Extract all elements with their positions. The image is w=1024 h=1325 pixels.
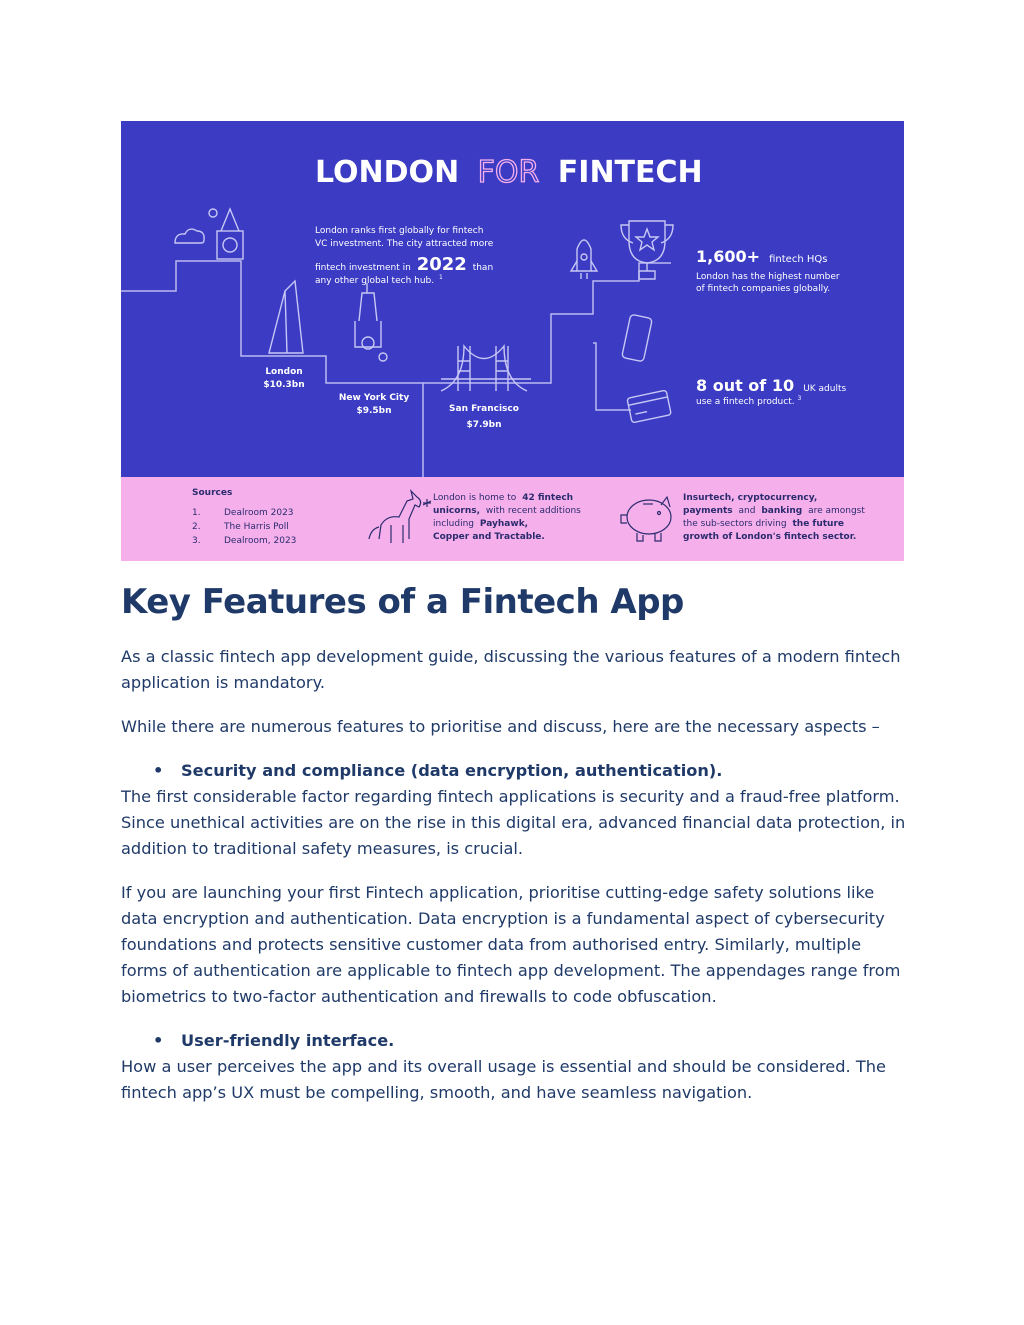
article-paragraph-1: As a classic fintech app development guide, discussing the various features of a modern fintech application is mandatory. bbox=[121, 647, 901, 692]
intro-line-2: VC investment. The city attracted more bbox=[315, 239, 494, 249]
intro-year: 2022 bbox=[416, 254, 467, 275]
intro-line-1: London ranks first globally for fintech bbox=[315, 226, 484, 236]
article-paragraph-5: How a user perceives the app and its overall usage is essential and should be considered. The fintech app’s UX must be compelling, smooth, and have seamless navigation. bbox=[121, 1057, 886, 1102]
hq-desc-1: London has the highest number bbox=[696, 272, 840, 282]
unicorn-text-6: Payhawk, bbox=[479, 519, 529, 529]
sources-title: Sources bbox=[192, 488, 233, 498]
svg-text:unicorns, with recent ad bbox=[433, 506, 581, 516]
svg-text:any other global tech hub. bbox=[315, 274, 443, 286]
intro-line-than: than bbox=[472, 263, 494, 273]
city-value-new-york: $9.5bn bbox=[356, 406, 392, 416]
source-num-1: 1. bbox=[192, 508, 201, 518]
adults-number: 8 out of 10 bbox=[696, 376, 795, 395]
adults-label: UK adults bbox=[803, 384, 847, 394]
city-name-new-york: New York City bbox=[338, 393, 410, 403]
intro-sup: 1 bbox=[439, 274, 443, 281]
sectors-text-8: growth of London's fintech sector. bbox=[683, 532, 857, 542]
sectors-text-4: banking bbox=[761, 506, 803, 516]
article-paragraph-2: While there are numerous features to prioritise and discuss, here are the necessary aspects – bbox=[121, 717, 880, 736]
svg-text:use a fintech product. 3 bbox=[696, 395, 801, 407]
london-for-fintech-infographic bbox=[121, 121, 904, 561]
hq-desc-2: of fintech companies globally. bbox=[696, 284, 831, 294]
intro-line-4: any other global tech hub. bbox=[315, 276, 435, 286]
title-london: LONDON bbox=[315, 155, 460, 190]
sectors-text-6: the sub-sectors driving bbox=[683, 519, 787, 529]
unicorn-text-2: 42 fintech bbox=[522, 493, 574, 503]
svg-text:payments and banki bbox=[683, 506, 865, 516]
svg-text:London is home to 42 fin bbox=[433, 493, 573, 503]
article-heading: Key Features of a Fintech App bbox=[121, 582, 684, 622]
adults-desc: use a fintech product. bbox=[696, 397, 795, 407]
unicorn-text-7: Copper and Tractable. bbox=[433, 532, 545, 542]
title-fintech: FINTECH bbox=[557, 155, 703, 190]
article-content bbox=[121, 578, 906, 1124]
sectors-text-2: payments bbox=[683, 506, 733, 516]
city-value-san-francisco: $7.9bn bbox=[466, 420, 502, 430]
source-name-1: Dealroom 2023 bbox=[224, 508, 294, 518]
sectors-text-7: the future bbox=[792, 519, 845, 529]
title-for: FOR bbox=[477, 155, 540, 190]
svg-text:the sub-sectors driving bbox=[683, 519, 844, 529]
bullet-security: • Security and compliance (data encryption, authentication). bbox=[121, 758, 906, 784]
source-name-2: The Harris Poll bbox=[224, 522, 289, 532]
sectors-text-3: and bbox=[738, 506, 756, 516]
city-name-london: London bbox=[265, 367, 303, 377]
source-num-2: 2. bbox=[192, 522, 201, 532]
unicorn-text-1: London is home to bbox=[433, 493, 517, 503]
sectors-text-1: Insurtech, cryptocurrency, bbox=[683, 493, 818, 503]
sectors-text-5: are amongst bbox=[808, 506, 865, 516]
unicorn-text-5: including bbox=[433, 519, 474, 529]
source-num-3: 3. bbox=[192, 536, 201, 546]
unicorn-text-4: with recent additions bbox=[485, 506, 581, 516]
article-paragraph-4: If you are launching your first Fintech application, prioritise cutting-edge safety solutions like data encryption and authentication. Data encryption is a fundamental aspect of cybersecurity foundations and protects sensitive customer data from authorised entry. Similarly, multiple forms of authentication are applicable to fintech app development. The appendages range from biometrics to two-factor authentication and firewalls to code obfuscation. bbox=[121, 883, 901, 1006]
svg-text:including Payhawk, bbox=[433, 519, 528, 529]
bullet-user-friendly: • User-friendly interface. bbox=[121, 1028, 906, 1054]
city-name-san-francisco: San Francisco bbox=[449, 404, 519, 414]
unicorn-text-3: unicorns, bbox=[433, 506, 481, 516]
article-paragraph-3: The first considerable factor regarding fintech applications is security and a fraud-free platform. Since unethical activities are on the rise in this digital era, advanced financial data protection, in addition to traditional safety measures, is crucial. bbox=[121, 787, 906, 858]
hq-number: 1,600+ bbox=[696, 247, 761, 266]
source-name-3: Dealroom, 2023 bbox=[224, 536, 297, 546]
svg-text:LONDON FOR FINTECH bbox=[315, 155, 703, 190]
city-value-london: $10.3bn bbox=[263, 380, 305, 390]
adults-sup: 3 bbox=[797, 395, 802, 402]
hq-label: fintech HQs bbox=[769, 254, 828, 265]
intro-line-3: fintech investment in bbox=[315, 263, 411, 273]
